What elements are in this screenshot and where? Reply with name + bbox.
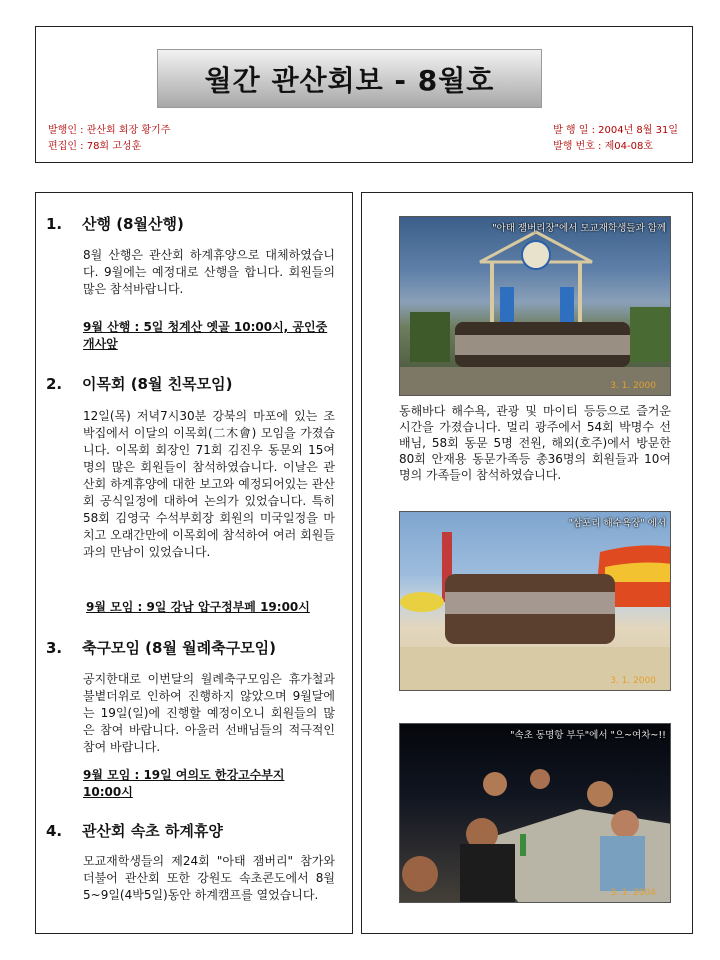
section-4-body: 모교재학생들의 제24회 "아태 잼버리" 참가와 더불어 관산회 또한 강원도 속초콘도에서 8월5~9일(4박5일)동안 하계캠프를 열었습니다.: [83, 854, 335, 902]
publisher-line: 발행인 : 관산회 회장 황기주: [48, 125, 171, 136]
jamboree-scene: [400, 217, 671, 396]
section-heading: 축구모임 (8월 월례축구모임): [82, 639, 276, 657]
section-2-body: 12일(목) 저녁7시30분 강북의 마포에 있는 조박집에서 이달의 이목회(二木會) 모임을 가졌습니다. 이목회 회장인 71회 김진우 동문외 15여명의 많은 회원들이 참석하였습니다. 이날은 관산회 하계휴양에 대한 보고와 예정되어있는 관산회 공식일정에 대하여 논의가 있었습니다. 특히 58회 김영국 수석부회장 회원의 미국일정을 마치고 오래간만에 이목회에 참석하여 여러 회원들과의 만남이 있었습니다.: [83, 409, 335, 559]
editor-line: 편집인 : 78회 고성훈: [48, 141, 142, 152]
section-2-title: [46, 373, 233, 394]
publish-date-line: 발 행 일 : 2004년 8월 31일: [553, 125, 678, 136]
left-column: [35, 192, 353, 934]
section-3-title: [46, 637, 276, 658]
section-number: 4.: [46, 822, 63, 840]
photo-date-stamp: 3. 1. 2000: [610, 381, 656, 391]
photo-date-stamp: 3. 1. 2004: [610, 888, 656, 898]
title-banner: [157, 49, 542, 108]
photo-caption: "속초 동명항 부두"에서 "으~여차~!!: [510, 730, 666, 741]
issue-number-line: 발행 번호 : 제04-08호: [553, 141, 653, 152]
publisher-info: [48, 123, 170, 155]
section-1-title: [46, 213, 184, 234]
header-box: [35, 26, 693, 163]
section-number: 2.: [46, 375, 63, 393]
photo-caption: "삼포리 해수욕장" 에서: [568, 518, 666, 529]
photo-date-stamp: 3. 1. 2000: [610, 676, 656, 686]
section-number: 1.: [46, 215, 63, 233]
section-4-title: [46, 820, 223, 841]
right-column: [361, 192, 693, 934]
section-2-schedule: 9월 모임 : 9일 강남 압구정부페 19:00시: [86, 600, 310, 614]
section-heading: 관산회 속초 하계휴양: [82, 822, 223, 840]
issue-info: [553, 123, 678, 155]
trip-description: 동해바다 해수욕, 관광 및 마이티 등등으로 즐거운 시간을 가졌습니다. 멀리 광주에서 54회 박명수 선배님, 58회 동문 5명 전원, 해외(호주)에서 방문한 80회 안재용 동문가족등 총36명의 회원들과 10여명의 가족들이 참석하였습니다.: [399, 404, 671, 482]
photo-jamboree: [399, 216, 671, 396]
section-number: 3.: [46, 639, 63, 657]
section-3-schedule: 9월 모임 : 19일 여의도 한강고수부지 10:00시: [83, 768, 285, 799]
photo-harbor-party: [399, 723, 671, 903]
photo-beach: [399, 511, 671, 691]
beach-scene: [400, 512, 671, 691]
section-1-schedule: 9월 산행 : 5일 청계산 옛골 10:00시, 공인중개사앞: [83, 320, 328, 351]
newsletter-title: 월간 관산회보 - 8월호: [204, 63, 495, 97]
section-1-body: 8월 산행은 관산회 하계휴양으로 대체하였습니다. 9월에는 예정대로 산행을 합니다. 회원들의 많은 참석바랍니다.: [83, 248, 335, 296]
photo-caption: "아태 잼버리장"에서 모교재학생들과 함께: [492, 223, 666, 234]
section-heading: 이목회 (8월 친목모임): [82, 375, 233, 393]
harbor-scene: [400, 724, 671, 903]
section-3-body: 공지한대로 이번달의 월례축구모임은 휴가철과 불볕더위로 인하여 진행하지 않았으며 9월달에는 19일(일)에 진행할 예정이오니 회원들의 많은 참여 바랍니다. 아울러 선배님들의 적극적인 참여 바랍니다.: [83, 672, 335, 754]
section-heading: 산행 (8월산행): [82, 215, 184, 233]
